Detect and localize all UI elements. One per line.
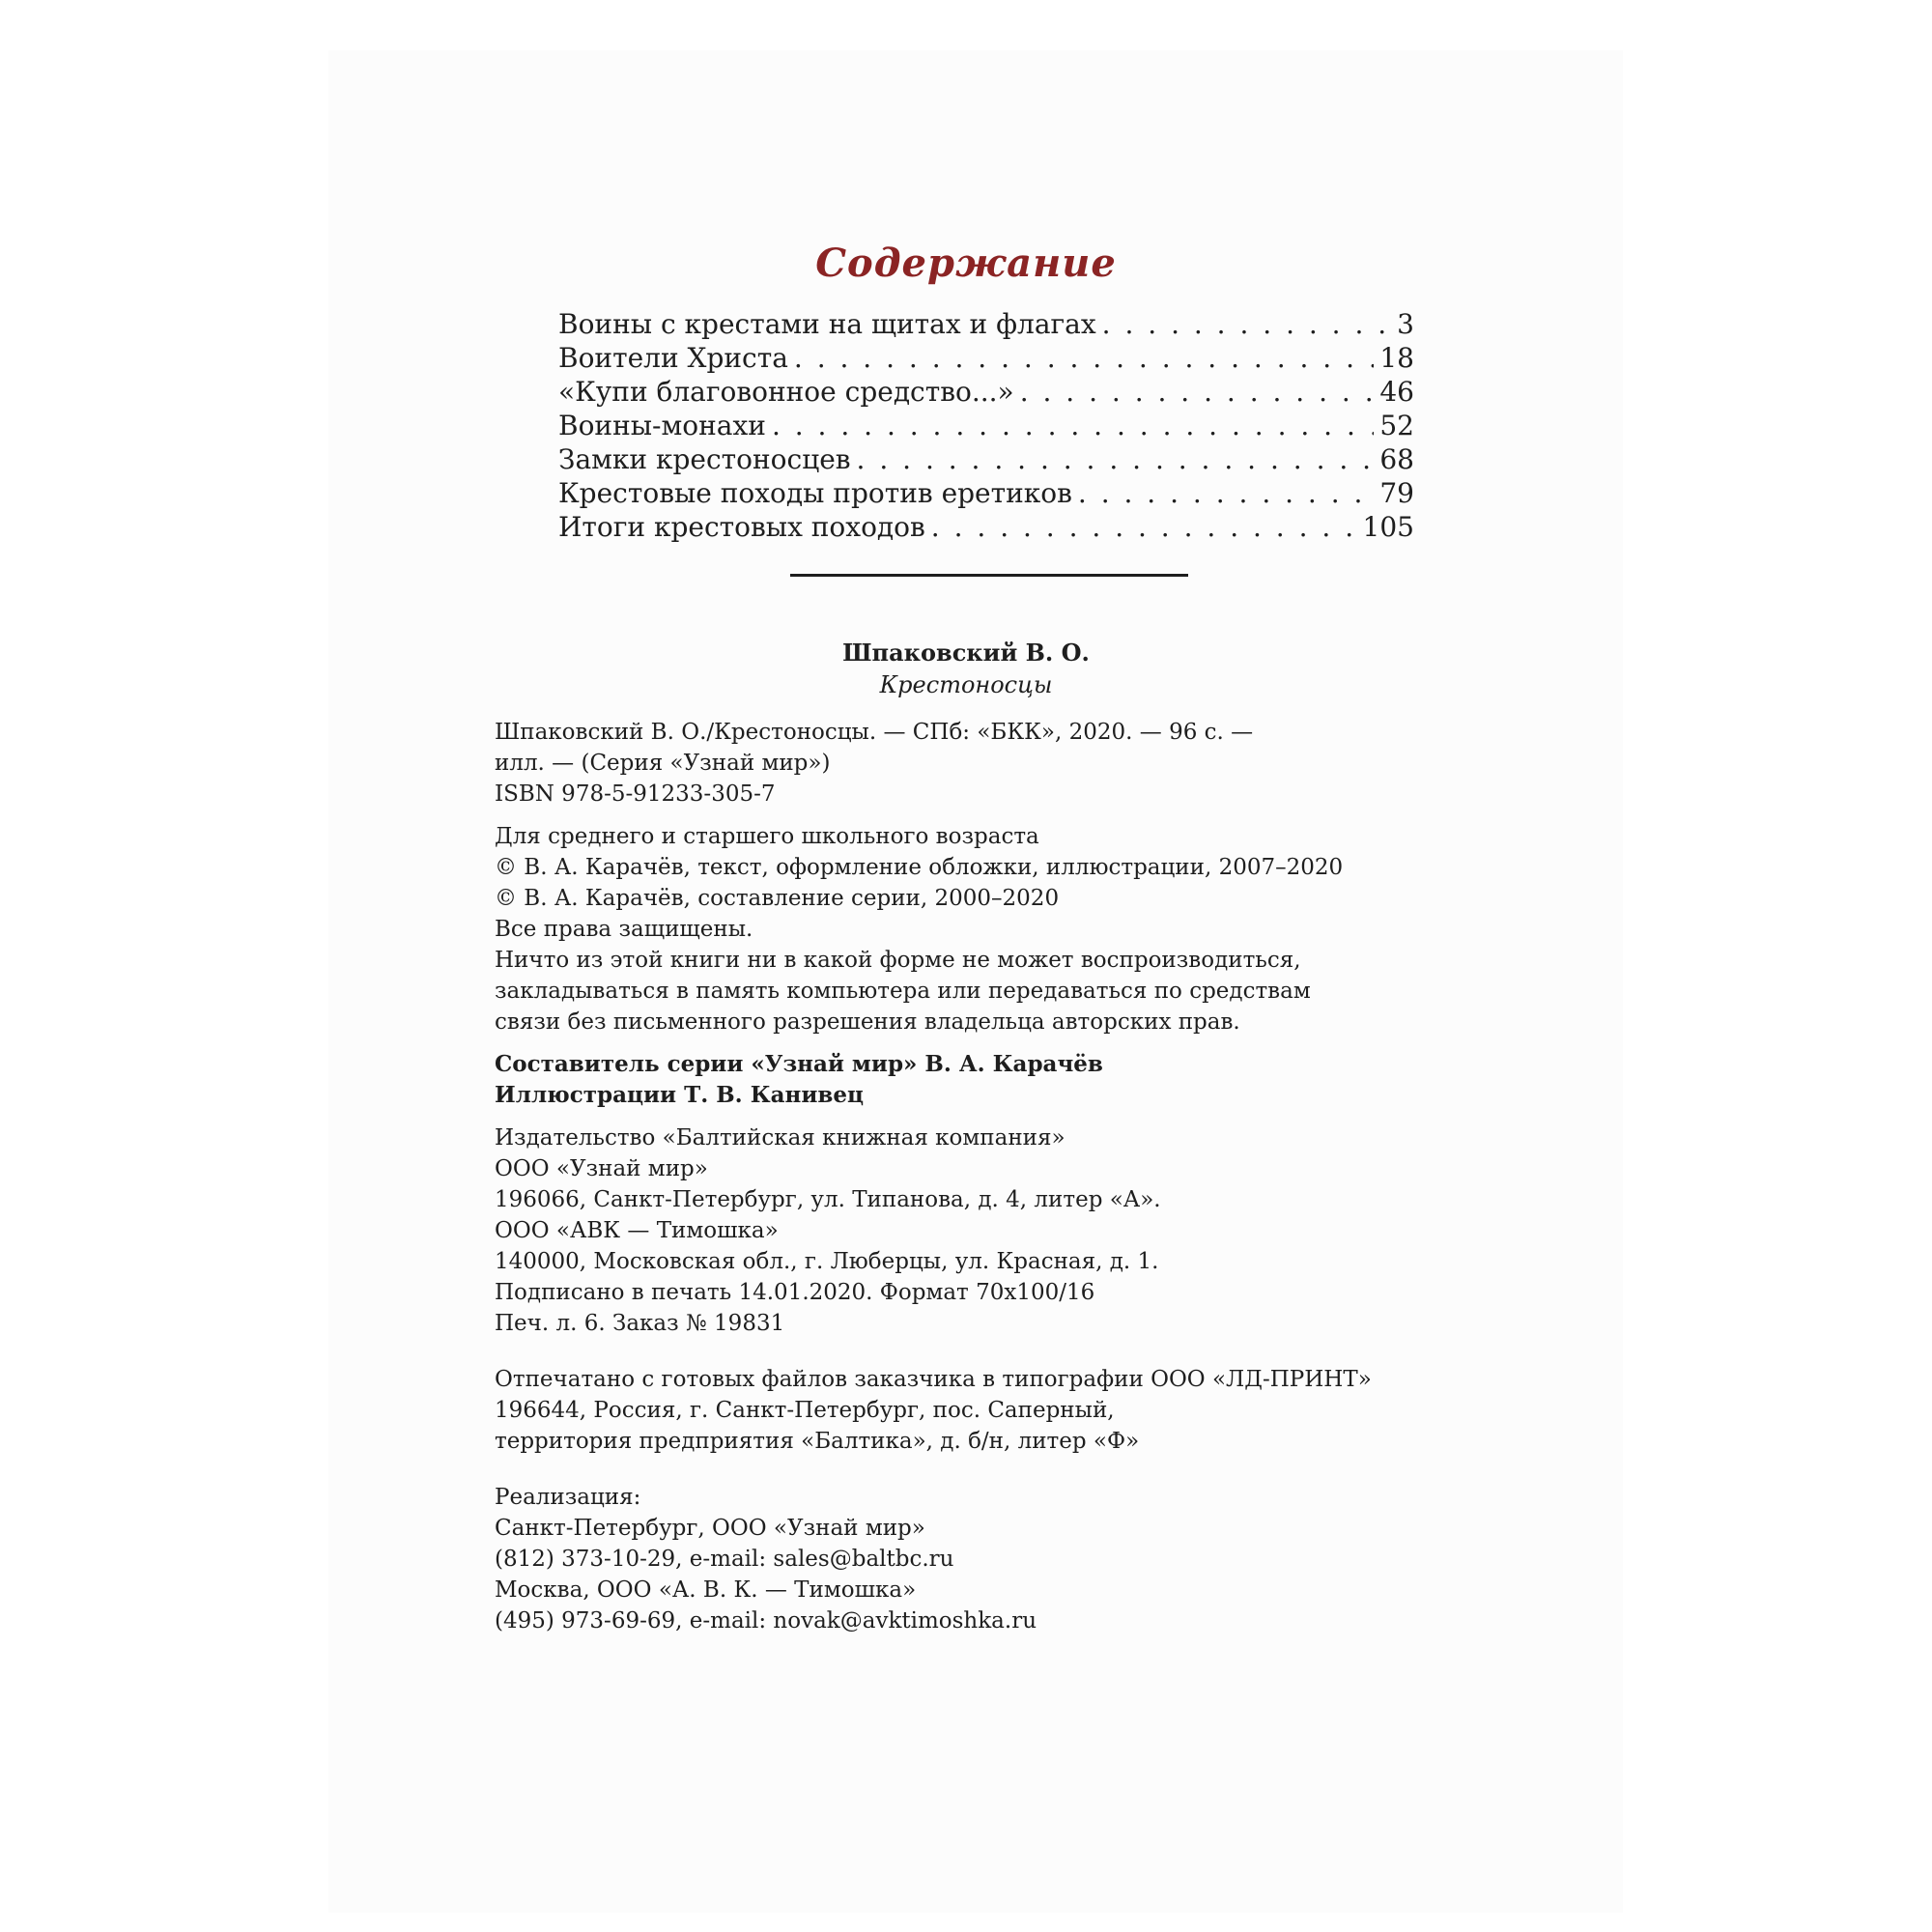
imprint-line: закладываться в память компьютера или передаваться по средствам [495,979,1311,1004]
toc-entry-page: 52 [1379,410,1414,441]
imprint-line: ООО «АВК — Тимошка» [495,1218,779,1243]
distribution-info [495,1482,1441,1636]
imprint-line: © В. А. Карачёв, текст, оформление обложки, иллюстрации, 2007–2020 [495,855,1344,880]
credits [495,1049,1441,1111]
imprint-line: Москва, ООО «А. В. К. — Тимошка» [495,1577,917,1603]
toc-leader-dots [931,510,1357,544]
toc-entry-page: 68 [1379,443,1414,475]
toc-leader-dots [794,341,1374,375]
imprint-line: 196644, Россия, г. Санкт-Петербург, пос. Саперный, [495,1398,1115,1423]
imprint-line: Санкт-Петербург, ООО «Узнай мир» [495,1516,925,1541]
imprint-line: Шпаковский В. О./Крестоносцы. — СПб: «БКК», 2020. — 96 с. — [495,720,1254,745]
rights-notice [495,821,1441,1037]
toc-entry [558,409,1414,442]
imprint-line: Подписано в печать 14.01.2020. Формат 70x100/16 [495,1280,1095,1305]
toc-entry [558,341,1414,375]
toc-entry [558,510,1414,544]
imprint-line: илл. — (Серия «Узнай мир») [495,751,831,776]
imprint-line: Реализация: [495,1485,641,1510]
toc-entry [558,375,1414,409]
toc-leader-dots [1102,307,1392,341]
toc-heading: Содержание [815,240,1117,286]
imprint-block [495,717,1441,1636]
toc-leader-dots [857,442,1375,476]
toc-entry-title: Крестовые походы против еретиков [558,477,1072,509]
contact-line: (495) 973-69-69, e-mail: novak@avktimoshka.ru [495,1608,1037,1634]
author-name: Шпаковский В. О. [842,639,1090,667]
toc-entry [558,442,1414,476]
divider-rule [790,574,1188,577]
imprint-line: Отпечатано с готовых файлов заказчика в типографии ООО «ЛД-ПРИНТ» [495,1367,1372,1392]
imprint-line: 196066, Санкт-Петербург, ул. Типанова, д. 4, литер «А». [495,1187,1161,1212]
toc-entry-title: Воины с крестами на щитах и флагах [558,308,1096,340]
isbn: ISBN 978-5-91233-305-7 [495,781,776,807]
toc-leader-dots [1078,476,1374,510]
toc-entry [558,307,1414,341]
imprint-line: Печ. л. 6. Заказ № 19831 [495,1311,785,1336]
series-editor-credit: Составитель серии «Узнай мир» В. А. Карачёв [495,1051,1103,1077]
toc-entry-page: 3 [1397,308,1414,340]
toc-leader-dots [772,409,1374,442]
printer-info [495,1364,1441,1457]
toc-entry-title: «Купи благовонное средство...» [558,376,1014,408]
table-of-contents [558,307,1414,544]
imprint-line: 140000, Московская обл., г. Люберцы, ул. Красная, д. 1. [495,1249,1159,1274]
imprint-line: территория предприятия «Балтика», д. б/н, литер «Ф» [495,1429,1140,1454]
toc-entry-page: 46 [1379,376,1414,408]
toc-entry-page: 79 [1379,477,1414,509]
toc-entry-title: Итоги крестовых походов [558,511,925,543]
imprint-line: Издательство «Балтийская книжная компания» [495,1125,1065,1151]
imprint-line: Ничто из этой книги ни в какой форме не может воспроизводиться, [495,948,1301,973]
toc-leader-dots [1020,375,1375,409]
publisher-info [495,1122,1441,1339]
imprint-line: связи без письменного разрешения владельца авторских прав. [495,1009,1240,1035]
toc-entry-title: Воители Христа [558,342,788,374]
toc-entry [558,476,1414,510]
imprint-line: © В. А. Карачёв, составление серии, 2000–2020 [495,886,1060,911]
toc-entry-page: 18 [1379,342,1414,374]
book-title: Крестоносцы [879,671,1053,698]
toc-entry-page: 105 [1362,511,1414,543]
bibliographic-record [495,717,1441,810]
illustrator-credit: Иллюстрации Т. В. Канивец [495,1082,865,1108]
imprint-line: Для среднего и старшего школьного возраста [495,824,1039,849]
imprint-line: Все права защищены. [495,917,753,942]
imprint-line: ООО «Узнай мир» [495,1156,708,1181]
toc-entry-title: Замки крестоносцев [558,443,851,475]
contact-line: (812) 373-10-29, e-mail: sales@baltbc.ru [495,1547,954,1572]
toc-entry-title: Воины-монахи [558,410,766,441]
